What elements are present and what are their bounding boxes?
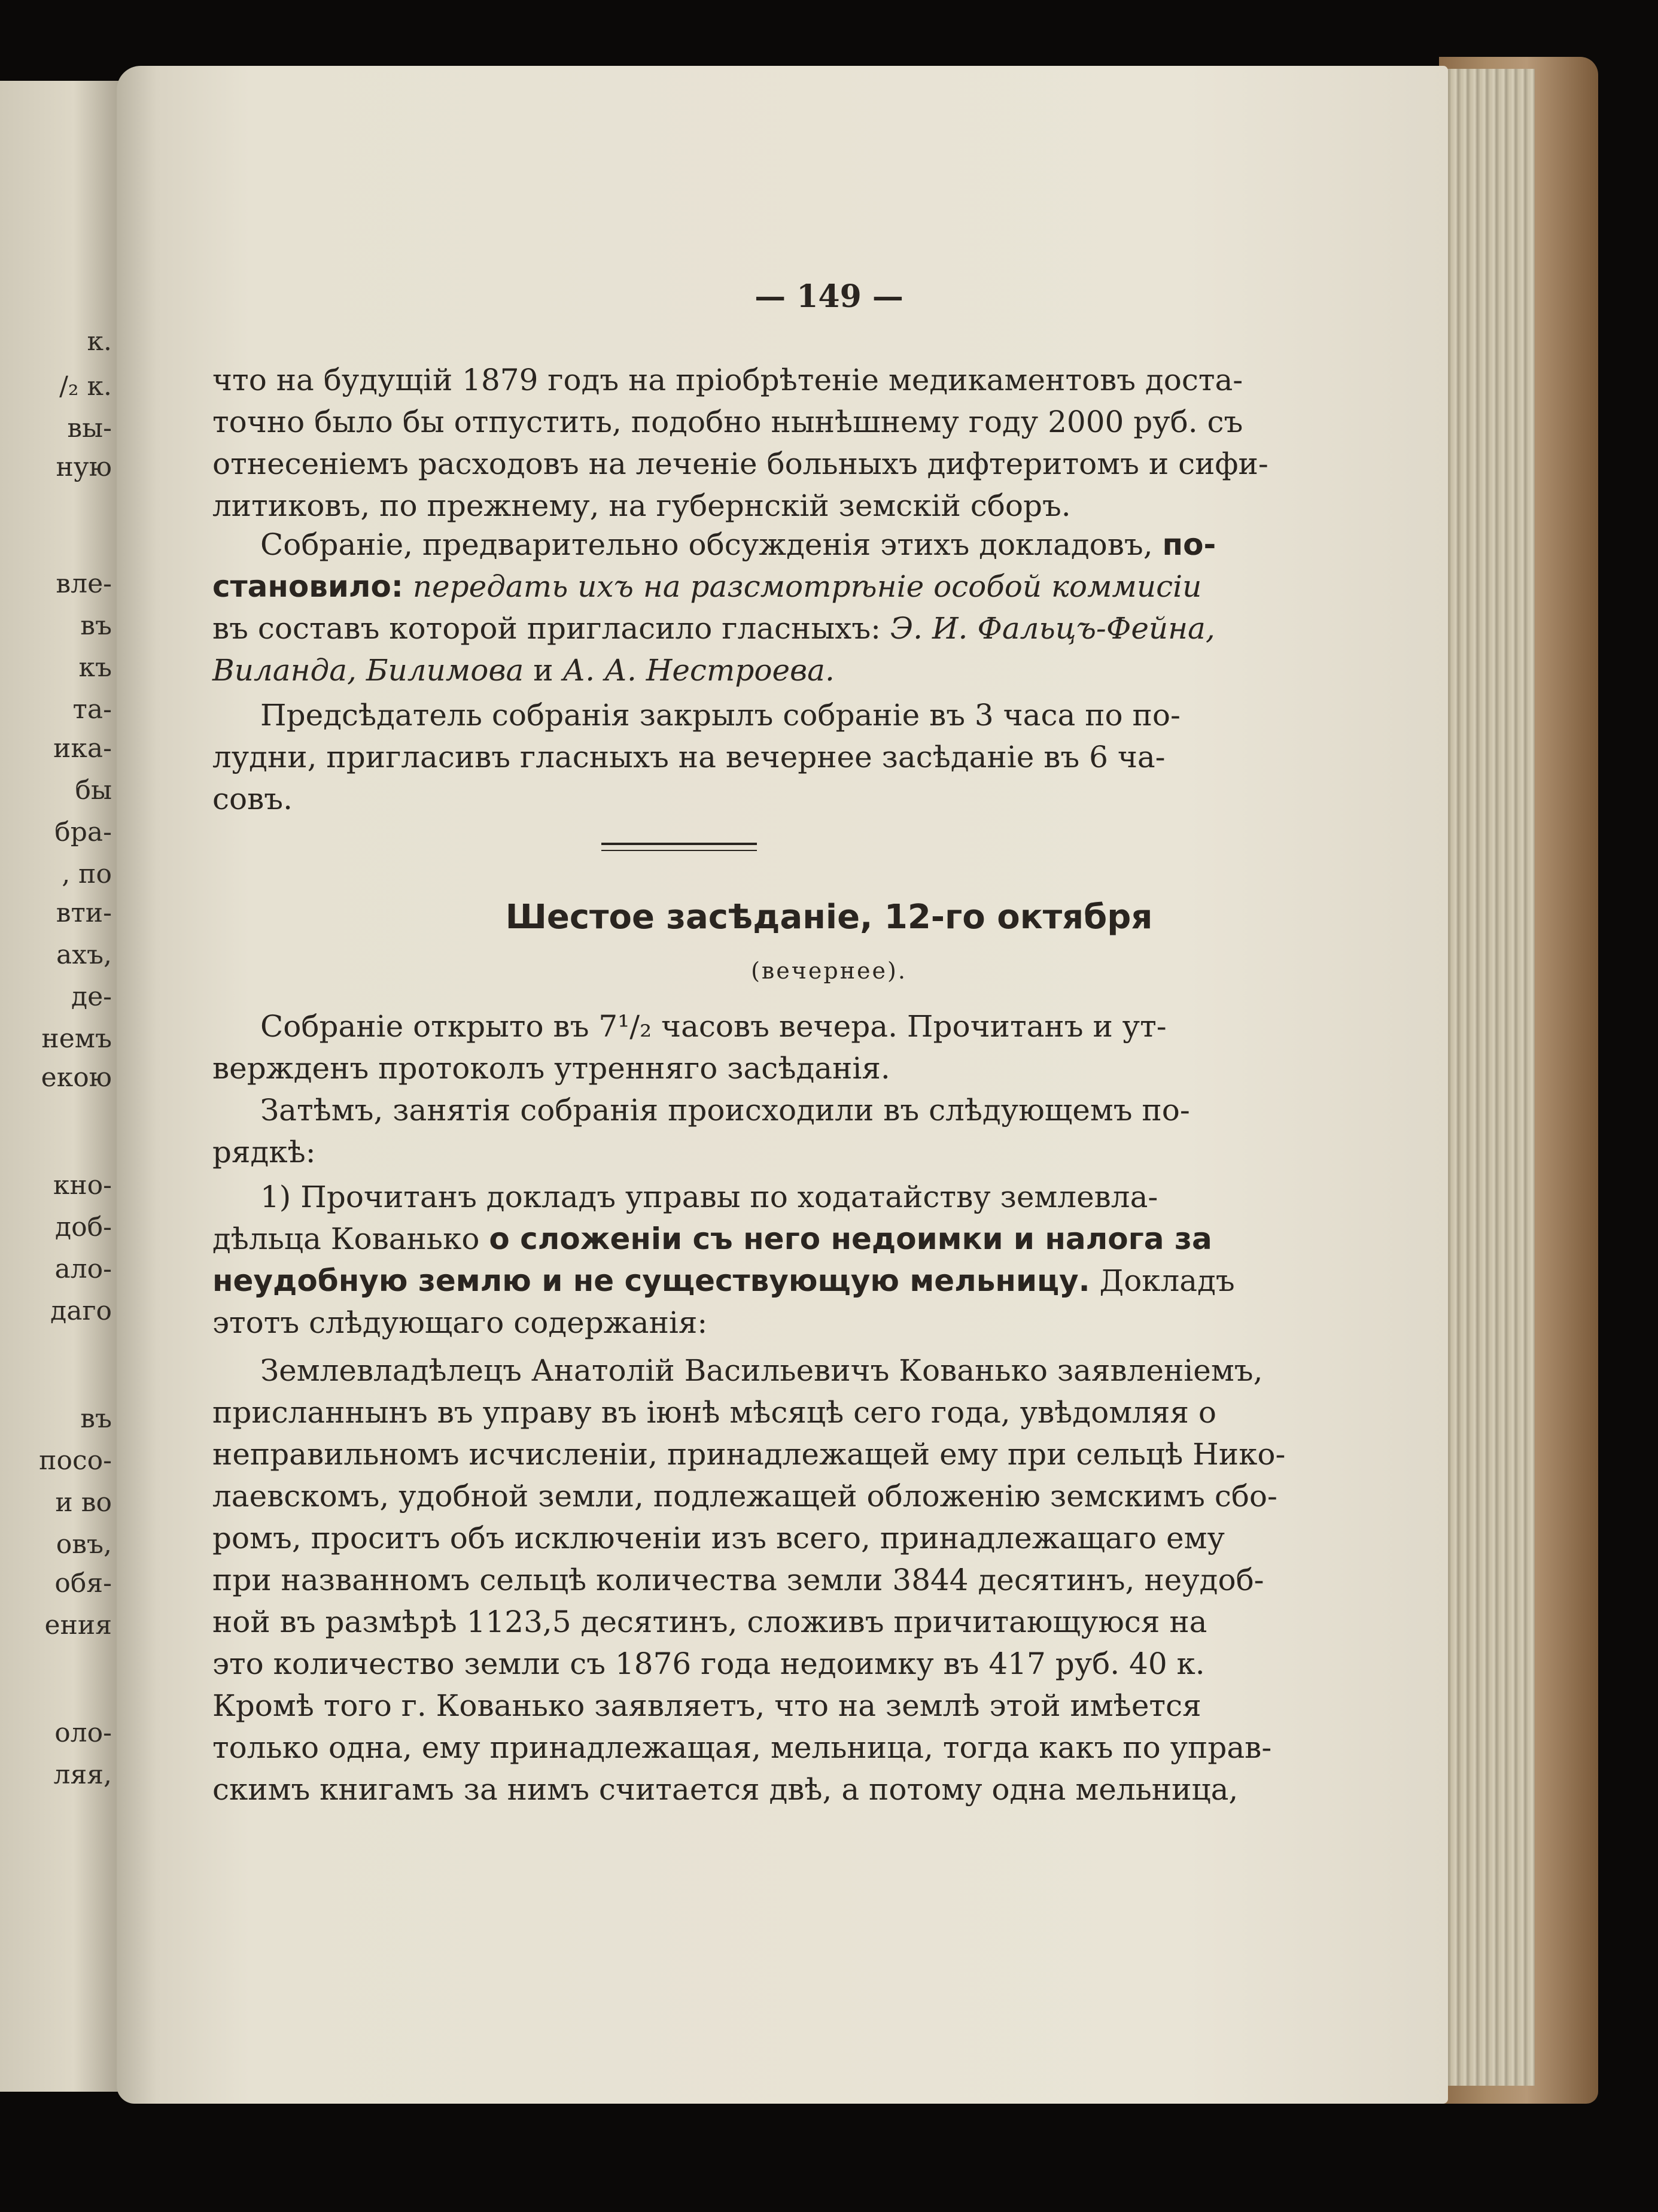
bold-span: о сложеніи съ него недоимки и налога за <box>489 1222 1212 1256</box>
left-page-fragment: вти- <box>56 898 112 928</box>
text-line: точно было бы отпустить, подобно нынѣшнему году 2000 руб. съ <box>212 405 1243 439</box>
text-line: литиковъ, по прежнему, на губернскій земскій сборъ. <box>212 488 1071 523</box>
paragraph-kovanko-claim <box>212 1350 1286 1810</box>
left-page-fragment: ика- <box>53 733 112 764</box>
italic-span: А. А. Нестроева. <box>562 653 835 688</box>
left-page-fragment: бы <box>75 775 112 806</box>
paragraph-closing <box>212 694 1181 820</box>
text-span: Докладъ <box>1099 1263 1235 1298</box>
left-page-fragment: немъ <box>41 1023 112 1054</box>
left-page-fragment: въ <box>80 610 112 641</box>
text-line <box>212 607 1215 649</box>
text-line: лаевскомъ, удобной земли, подлежащей обложенію земскимъ сбо- <box>212 1479 1277 1514</box>
text-line: ромъ, проситъ объ исключеніи изъ всего, принадлежащаго ему <box>212 1521 1225 1555</box>
paragraph-order <box>212 1089 1190 1173</box>
text-line <box>212 524 1216 566</box>
left-page-fragment: обя- <box>54 1568 112 1599</box>
text-line: это количество земли съ 1876 года недоимку въ 417 руб. 40 к. <box>212 1646 1205 1681</box>
italic-span: Э. И. Фальцъ-Фейна, <box>890 611 1215 646</box>
text-span: Собраніе, предварительно обсужденія этихъ докладовъ, <box>260 527 1153 562</box>
bold-span: неудобную землю и не существующую мельницу. <box>212 1263 1090 1298</box>
left-page-fragment: овъ, <box>56 1529 112 1560</box>
text-line: скимъ книгамъ за нимъ считается двѣ, а потому одна мельница, <box>212 1772 1239 1807</box>
text-line: 1) Прочитанъ докладъ управы по ходатайству землевла- <box>260 1180 1158 1214</box>
paragraph-report <box>212 1176 1235 1344</box>
section-divider <box>601 843 757 851</box>
left-page-fragment: ения <box>44 1610 112 1640</box>
text-line: при названномъ сельцѣ количества земли 3844 десятинъ, неудоб- <box>212 1563 1264 1597</box>
paragraph-medicines <box>212 359 1268 527</box>
text-line: лудни, пригласивъ гласныхъ на вечернее засѣданіе въ 6 ча- <box>212 740 1166 774</box>
text-line: Кромѣ того г. Кованько заявляетъ, что на землѣ этой имѣется <box>212 1688 1201 1723</box>
italic-span: Билимова <box>366 653 524 688</box>
page-number: — 149 — <box>755 278 903 315</box>
text-line: совъ. <box>212 782 293 816</box>
text-span: дѣльца Кованько <box>212 1222 480 1256</box>
left-page-fragment: та- <box>72 694 112 725</box>
left-page-fragment: вы- <box>67 413 112 443</box>
text-span: въ составъ которой пригласило гласныхъ: <box>212 611 881 646</box>
left-page-fragment: , по <box>62 859 112 889</box>
bold-span: по- <box>1162 527 1216 562</box>
text-line: присланнынъ въ управу въ іюнѣ мѣсяцѣ сего года, увѣдомляя о <box>212 1395 1216 1430</box>
left-page-fragment: кно- <box>53 1170 112 1201</box>
page-edges <box>1433 69 1535 2086</box>
paragraph-resolution <box>212 524 1216 691</box>
left-page-fragment: посо- <box>39 1445 112 1476</box>
text-line: Собраніе открыто въ 7¹/₂ часовъ вечера. Прочитанъ и ут- <box>260 1009 1167 1044</box>
text-line: вержденъ протоколъ утренняго засѣданія. <box>212 1051 890 1086</box>
text-line: Затѣмъ, занятія собранія происходили въ слѣдующемъ по- <box>260 1093 1190 1128</box>
left-page-fragment: ную <box>56 452 112 482</box>
left-page-fragment: ляя, <box>53 1760 112 1790</box>
left-page-fragment: и во <box>55 1487 112 1518</box>
text-line: отнесеніемъ расходовъ на леченіе больныхъ дифтеритомъ и сифи- <box>212 446 1268 481</box>
left-page <box>0 81 123 2092</box>
text-span: и <box>533 653 553 688</box>
text-line: Предсѣдатель собранія закрылъ собраніе въ 3 часа по по- <box>260 698 1181 733</box>
text-line: этотъ слѣдующаго содержанія: <box>212 1305 708 1340</box>
text-line: рядкѣ: <box>212 1135 316 1169</box>
text-line <box>212 566 1202 607</box>
left-page-fragment: ало- <box>54 1254 112 1284</box>
left-page-fragment: де- <box>71 982 112 1012</box>
text-line <box>212 1260 1235 1302</box>
left-page-fragment: даго <box>50 1296 112 1326</box>
left-page-fragment: екою <box>41 1062 112 1093</box>
left-page-fragment: вле- <box>56 569 112 599</box>
left-page-fragment: къ <box>78 652 112 683</box>
paragraph-opening <box>212 1005 1167 1089</box>
italic-span: Виланда, <box>212 653 357 688</box>
left-page-fragment: оло- <box>54 1718 112 1748</box>
left-page-fragment: бра- <box>54 817 112 847</box>
left-page-fragment: к. <box>87 326 112 357</box>
text-line <box>212 649 1158 691</box>
italic-span: передать ихъ на разсмотрѣніе особой коммисіи <box>412 569 1202 604</box>
left-page-fragment: въ <box>80 1403 112 1434</box>
left-page-fragment: доб- <box>55 1212 112 1242</box>
text-line: только одна, ему принадлежащая, мельница, тогда какъ по управ- <box>212 1730 1272 1765</box>
text-line <box>212 1218 1212 1260</box>
section-subheading: (вечернее). <box>751 958 907 984</box>
text-line: Землевладѣлецъ Анатолій Васильевичъ Кованько заявленіемъ, <box>260 1353 1263 1388</box>
left-page-fragment: ахъ, <box>56 940 112 970</box>
left-page-fragment: /₂ к. <box>59 371 112 402</box>
text-line: что на будущій 1879 годъ на пріобрѣтеніе медикаментовъ доста- <box>212 363 1243 397</box>
bold-span: становило: <box>212 569 403 604</box>
text-line: неправильномъ исчисленіи, принадлежащей ему при сельцѣ Нико- <box>212 1437 1286 1472</box>
section-heading: Шестое засѣданіе, 12-го октября <box>505 898 1153 937</box>
text-line: ной въ размѣрѣ 1123,5 десятинъ, сложивъ причитающуюся на <box>212 1605 1207 1639</box>
